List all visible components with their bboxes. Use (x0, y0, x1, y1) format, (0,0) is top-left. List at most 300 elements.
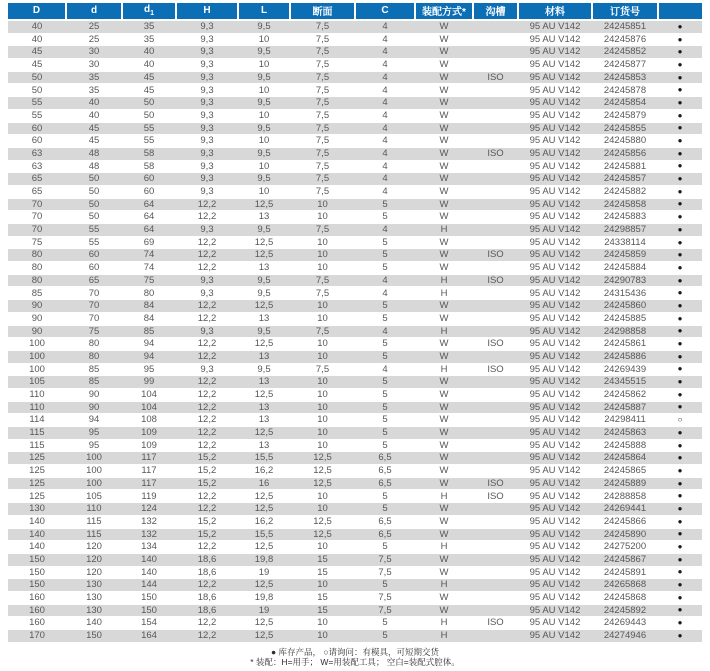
cell-goucao (473, 630, 518, 643)
cell-L: 13 (238, 312, 290, 325)
cell-C: 4 (355, 287, 415, 300)
cell-duanmian: 7,5 (290, 122, 355, 135)
cell-dinghuohao: 24245877 (592, 59, 658, 72)
cell-goucao: ISO (473, 490, 518, 503)
cell-L: 12,5 (238, 249, 290, 262)
cell-cailiao: 95 AU V142 (518, 198, 592, 211)
cell-D: 100 (8, 338, 66, 351)
cell-goucao (473, 262, 518, 275)
cell-cailiao: 95 AU V142 (518, 350, 592, 363)
cell-H: 15,2 (176, 528, 238, 541)
cell-duanmian: 10 (290, 211, 355, 224)
cell-zhuangpeifangshi: W (415, 566, 473, 579)
cell-H: 15,2 (176, 452, 238, 465)
cell-d1: 60 (122, 173, 176, 186)
cell-D: 110 (8, 388, 66, 401)
cell-H: 9,3 (176, 363, 238, 376)
table-row (8, 503, 702, 516)
cell-goucao (473, 160, 518, 173)
cell-C: 5 (355, 439, 415, 452)
cell-zhuangpeifangshi: W (415, 71, 473, 84)
table-header-row (8, 3, 702, 20)
footnote-assembly-legend: * 装配：H=用手； W=用装配工具； 空白=装配式腔体。 (250, 656, 460, 667)
cell-duanmian: 12,5 (290, 515, 355, 528)
cell-cailiao: 95 AU V142 (518, 591, 592, 604)
cell-L: 9,5 (238, 287, 290, 300)
cell-D: 125 (8, 465, 66, 478)
cell-d: 90 (66, 401, 122, 414)
cell-goucao (473, 579, 518, 592)
cell-cailiao: 95 AU V142 (518, 553, 592, 566)
stock-dot: ● (658, 59, 702, 72)
cell-D: 63 (8, 160, 66, 173)
cell-cailiao: 95 AU V142 (518, 503, 592, 516)
cell-zhuangpeifangshi: W (415, 236, 473, 249)
cell-D: 125 (8, 490, 66, 503)
cell-C: 4 (355, 71, 415, 84)
cell-zhuangpeifangshi: W (415, 414, 473, 427)
cell-goucao (473, 236, 518, 249)
cell-dinghuohao: 24245864 (592, 452, 658, 465)
cell-d1: 64 (122, 224, 176, 237)
cell-D: 160 (8, 617, 66, 630)
cell-zhuangpeifangshi: W (415, 109, 473, 122)
cell-D: 160 (8, 604, 66, 617)
cell-D: 170 (8, 630, 66, 643)
table-body (8, 20, 702, 642)
cell-d: 90 (66, 388, 122, 401)
cell-H: 18,6 (176, 566, 238, 579)
cell-goucao: ISO (473, 249, 518, 262)
cell-cailiao: 95 AU V142 (518, 414, 592, 427)
cell-zhuangpeifangshi: W (415, 185, 473, 198)
cell-duanmian: 10 (290, 490, 355, 503)
cell-H: 12,2 (176, 211, 238, 224)
cell-H: 12,2 (176, 198, 238, 211)
cell-duanmian: 10 (290, 503, 355, 516)
cell-L: 9,5 (238, 122, 290, 135)
cell-duanmian: 7,5 (290, 147, 355, 160)
cell-d: 30 (66, 46, 122, 59)
cell-duanmian: 7,5 (290, 135, 355, 148)
cell-dinghuohao: 24245882 (592, 185, 658, 198)
cell-d: 130 (66, 604, 122, 617)
cell-H: 9,3 (176, 33, 238, 46)
cell-dinghuohao: 24245863 (592, 427, 658, 440)
cell-duanmian: 7,5 (290, 173, 355, 186)
cell-zhuangpeifangshi: H (415, 224, 473, 237)
cell-d1: 45 (122, 84, 176, 97)
cell-dinghuohao: 24245855 (592, 122, 658, 135)
cell-d: 105 (66, 490, 122, 503)
stock-dot: ● (658, 198, 702, 211)
cell-C: 5 (355, 262, 415, 275)
cell-C: 4 (355, 109, 415, 122)
cell-cailiao: 95 AU V142 (518, 427, 592, 440)
cell-d: 35 (66, 71, 122, 84)
stock-dot: ● (658, 477, 702, 490)
stock-dot: ● (658, 465, 702, 478)
cell-duanmian: 10 (290, 198, 355, 211)
stock-dot: ● (658, 84, 702, 97)
cell-H: 9,3 (176, 84, 238, 97)
stock-dot: ● (658, 249, 702, 262)
cell-H: 12,2 (176, 312, 238, 325)
cell-H: 9,3 (176, 287, 238, 300)
cell-L: 9,5 (238, 325, 290, 338)
stock-dot: ● (658, 338, 702, 351)
cell-H: 9,3 (176, 173, 238, 186)
cell-d1: 94 (122, 338, 176, 351)
cell-goucao (473, 541, 518, 554)
cell-goucao (473, 325, 518, 338)
cell-H: 15,2 (176, 477, 238, 490)
cell-C: 5 (355, 350, 415, 363)
cell-goucao (473, 414, 518, 427)
cell-d: 48 (66, 147, 122, 160)
cell-d: 100 (66, 477, 122, 490)
cell-H: 12,2 (176, 376, 238, 389)
cell-dinghuohao: 24245886 (592, 350, 658, 363)
cell-dinghuohao: 24245876 (592, 33, 658, 46)
cell-L: 13 (238, 350, 290, 363)
table-row (8, 579, 702, 592)
cell-d: 70 (66, 287, 122, 300)
cell-duanmian: 10 (290, 312, 355, 325)
cell-dinghuohao: 24245859 (592, 249, 658, 262)
cell-L: 10 (238, 33, 290, 46)
cell-cailiao: 95 AU V142 (518, 579, 592, 592)
cell-L: 9,5 (238, 224, 290, 237)
cell-duanmian: 7,5 (290, 325, 355, 338)
cell-goucao (473, 33, 518, 46)
cell-L: 10 (238, 160, 290, 173)
cell-H: 12,2 (176, 617, 238, 630)
table-row (8, 376, 702, 389)
cell-duanmian: 15 (290, 566, 355, 579)
cell-dinghuohao: 24298857 (592, 224, 658, 237)
cell-goucao (473, 503, 518, 516)
table-row (8, 198, 702, 211)
cell-d1: 150 (122, 591, 176, 604)
cell-D: 50 (8, 84, 66, 97)
table-row (8, 591, 702, 604)
cell-d1: 140 (122, 553, 176, 566)
cell-D: 114 (8, 414, 66, 427)
cell-H: 12,2 (176, 236, 238, 249)
cell-d: 40 (66, 97, 122, 110)
cell-zhuangpeifangshi: W (415, 591, 473, 604)
cell-duanmian: 10 (290, 338, 355, 351)
cell-C: 5 (355, 490, 415, 503)
cell-L: 9,5 (238, 20, 290, 33)
table-row (8, 211, 702, 224)
stock-dot: ● (658, 97, 702, 110)
cell-goucao (473, 465, 518, 478)
cell-duanmian: 10 (290, 262, 355, 275)
cell-d: 60 (66, 262, 122, 275)
cell-cailiao: 95 AU V142 (518, 566, 592, 579)
cell-C: 4 (355, 59, 415, 72)
cell-cailiao: 95 AU V142 (518, 376, 592, 389)
cell-d: 70 (66, 312, 122, 325)
cell-D: 90 (8, 312, 66, 325)
cell-C: 4 (355, 224, 415, 237)
cell-H: 12,2 (176, 439, 238, 452)
cell-C: 5 (355, 376, 415, 389)
table-row (8, 312, 702, 325)
cell-d1: 40 (122, 46, 176, 59)
cell-duanmian: 12,5 (290, 452, 355, 465)
cell-zhuangpeifangshi: W (415, 452, 473, 465)
cell-H: 12,2 (176, 541, 238, 554)
cell-D: 65 (8, 185, 66, 198)
cell-dinghuohao: 24245868 (592, 591, 658, 604)
cell-goucao (473, 528, 518, 541)
cell-C: 4 (355, 20, 415, 33)
stock-dot: ● (658, 591, 702, 604)
cell-zhuangpeifangshi: H (415, 363, 473, 376)
cell-C: 4 (355, 33, 415, 46)
cell-zhuangpeifangshi: W (415, 401, 473, 414)
cell-d: 120 (66, 553, 122, 566)
table-row (8, 185, 702, 198)
stock-dot: ● (658, 515, 702, 528)
cell-zhuangpeifangshi: H (415, 325, 473, 338)
cell-zhuangpeifangshi: W (415, 97, 473, 110)
cell-duanmian: 7,5 (290, 84, 355, 97)
cell-dinghuohao: 24245853 (592, 71, 658, 84)
cell-duanmian: 15 (290, 553, 355, 566)
stock-dot: ● (658, 135, 702, 148)
cell-duanmian: 7,5 (290, 109, 355, 122)
table-row (8, 388, 702, 401)
cell-dinghuohao: 24245867 (592, 553, 658, 566)
cell-L: 12,5 (238, 503, 290, 516)
cell-D: 63 (8, 147, 66, 160)
stock-dot: ● (658, 439, 702, 452)
cell-d: 85 (66, 376, 122, 389)
table-row (8, 325, 702, 338)
cell-L: 19 (238, 566, 290, 579)
cell-H: 12,2 (176, 490, 238, 503)
table-row (8, 300, 702, 313)
cell-goucao (473, 84, 518, 97)
cell-H: 9,3 (176, 122, 238, 135)
cell-L: 10 (238, 84, 290, 97)
cell-D: 60 (8, 122, 66, 135)
cell-C: 5 (355, 541, 415, 554)
cell-zhuangpeifangshi: H (415, 274, 473, 287)
cell-zhuangpeifangshi: W (415, 439, 473, 452)
cell-cailiao: 95 AU V142 (518, 439, 592, 452)
cell-H: 15,2 (176, 465, 238, 478)
cell-zhuangpeifangshi: W (415, 198, 473, 211)
cell-d1: 60 (122, 185, 176, 198)
cell-C: 4 (355, 122, 415, 135)
cell-C: 6,5 (355, 477, 415, 490)
cell-goucao (473, 287, 518, 300)
cell-cailiao: 95 AU V142 (518, 236, 592, 249)
cell-C: 4 (355, 274, 415, 287)
cell-d1: 132 (122, 528, 176, 541)
cell-C: 4 (355, 97, 415, 110)
cell-duanmian: 7,5 (290, 71, 355, 84)
cell-C: 5 (355, 338, 415, 351)
cell-d: 70 (66, 300, 122, 313)
cell-D: 90 (8, 325, 66, 338)
cell-L: 10 (238, 109, 290, 122)
cell-duanmian: 10 (290, 388, 355, 401)
cell-H: 12,2 (176, 388, 238, 401)
cell-duanmian: 15 (290, 591, 355, 604)
cell-d: 48 (66, 160, 122, 173)
cell-zhuangpeifangshi: W (415, 465, 473, 478)
stock-dot: ● (658, 490, 702, 503)
cell-L: 13 (238, 376, 290, 389)
cell-d1: 58 (122, 160, 176, 173)
cell-cailiao: 95 AU V142 (518, 452, 592, 465)
cell-d: 60 (66, 249, 122, 262)
cell-dinghuohao: 24298858 (592, 325, 658, 338)
cell-H: 12,2 (176, 300, 238, 313)
table-row (8, 84, 702, 97)
cell-L: 12,5 (238, 541, 290, 554)
cell-goucao (473, 211, 518, 224)
cell-H: 9,3 (176, 20, 238, 33)
column-header-H: H (176, 3, 238, 20)
cell-cailiao: 95 AU V142 (518, 515, 592, 528)
cell-duanmian: 10 (290, 427, 355, 440)
table-row (8, 224, 702, 237)
cell-zhuangpeifangshi: W (415, 122, 473, 135)
cell-goucao: ISO (473, 274, 518, 287)
cell-goucao (473, 135, 518, 148)
table-row (8, 477, 702, 490)
cell-L: 12,5 (238, 427, 290, 440)
cell-dinghuohao: 24315436 (592, 287, 658, 300)
cell-H: 18,6 (176, 604, 238, 617)
cell-H: 12,2 (176, 427, 238, 440)
cell-zhuangpeifangshi: W (415, 427, 473, 440)
cell-H: 12,2 (176, 249, 238, 262)
cell-cailiao: 95 AU V142 (518, 325, 592, 338)
cell-d: 150 (66, 630, 122, 643)
catalog-table (8, 3, 702, 643)
table-row (8, 401, 702, 414)
cell-D: 45 (8, 59, 66, 72)
cell-goucao (473, 591, 518, 604)
cell-cailiao: 95 AU V142 (518, 274, 592, 287)
cell-H: 9,3 (176, 274, 238, 287)
cell-D: 85 (8, 287, 66, 300)
cell-cailiao: 95 AU V142 (518, 338, 592, 351)
column-header-dinghuohao: 订货号 (592, 3, 658, 20)
stock-dot: ● (658, 630, 702, 643)
cell-L: 15,5 (238, 528, 290, 541)
stock-dot: ● (658, 503, 702, 516)
cell-L: 12,5 (238, 579, 290, 592)
stock-dot: ● (658, 262, 702, 275)
cell-d: 80 (66, 338, 122, 351)
cell-D: 70 (8, 211, 66, 224)
table-row (8, 97, 702, 110)
cell-d: 130 (66, 591, 122, 604)
cell-goucao (473, 604, 518, 617)
cell-duanmian: 7,5 (290, 224, 355, 237)
cell-dinghuohao: 24345515 (592, 376, 658, 389)
cell-goucao: ISO (473, 477, 518, 490)
stock-dot: ● (658, 388, 702, 401)
cell-duanmian: 7,5 (290, 185, 355, 198)
table-row (8, 236, 702, 249)
stock-dot: ● (658, 33, 702, 46)
cell-d1: 164 (122, 630, 176, 643)
cell-dinghuohao: 24245884 (592, 262, 658, 275)
cell-D: 65 (8, 173, 66, 186)
cell-duanmian: 10 (290, 350, 355, 363)
cell-D: 55 (8, 109, 66, 122)
cell-H: 9,3 (176, 325, 238, 338)
cell-duanmian: 12,5 (290, 477, 355, 490)
cell-d1: 50 (122, 109, 176, 122)
table-row (8, 541, 702, 554)
cell-C: 5 (355, 630, 415, 643)
cell-zhuangpeifangshi: W (415, 376, 473, 389)
cell-dinghuohao: 24298411 (592, 414, 658, 427)
cell-cailiao: 95 AU V142 (518, 528, 592, 541)
cell-d: 45 (66, 122, 122, 135)
cell-d1: 117 (122, 477, 176, 490)
cell-D: 115 (8, 439, 66, 452)
cell-zhuangpeifangshi: W (415, 262, 473, 275)
cell-L: 12,5 (238, 630, 290, 643)
cell-duanmian: 7,5 (290, 59, 355, 72)
cell-zhuangpeifangshi: W (415, 300, 473, 313)
cell-D: 140 (8, 528, 66, 541)
cell-dinghuohao: 24245861 (592, 338, 658, 351)
table-row (8, 515, 702, 528)
cell-L: 13 (238, 414, 290, 427)
cell-d: 95 (66, 439, 122, 452)
cell-zhuangpeifangshi: W (415, 173, 473, 186)
cell-d1: 84 (122, 300, 176, 313)
stock-dot: ● (658, 376, 702, 389)
cell-dinghuohao: 24245851 (592, 20, 658, 33)
cell-d1: 55 (122, 122, 176, 135)
cell-goucao (473, 300, 518, 313)
cell-d: 50 (66, 198, 122, 211)
cell-goucao (473, 312, 518, 325)
stock-dot: ● (658, 604, 702, 617)
cell-zhuangpeifangshi: W (415, 503, 473, 516)
cell-D: 60 (8, 135, 66, 148)
cell-dinghuohao: 24245852 (592, 46, 658, 59)
cell-dinghuohao: 24245862 (592, 388, 658, 401)
stock-dot: ● (658, 363, 702, 376)
cell-C: 7,5 (355, 591, 415, 604)
cell-zhuangpeifangshi: W (415, 312, 473, 325)
cell-L: 12,5 (238, 198, 290, 211)
cell-dinghuohao: 24245881 (592, 160, 658, 173)
cell-cailiao: 95 AU V142 (518, 477, 592, 490)
cell-D: 80 (8, 249, 66, 262)
cell-C: 5 (355, 300, 415, 313)
cell-dinghuohao: 24269441 (592, 503, 658, 516)
table-row (8, 414, 702, 427)
cell-H: 9,3 (176, 59, 238, 72)
cell-L: 19,8 (238, 591, 290, 604)
